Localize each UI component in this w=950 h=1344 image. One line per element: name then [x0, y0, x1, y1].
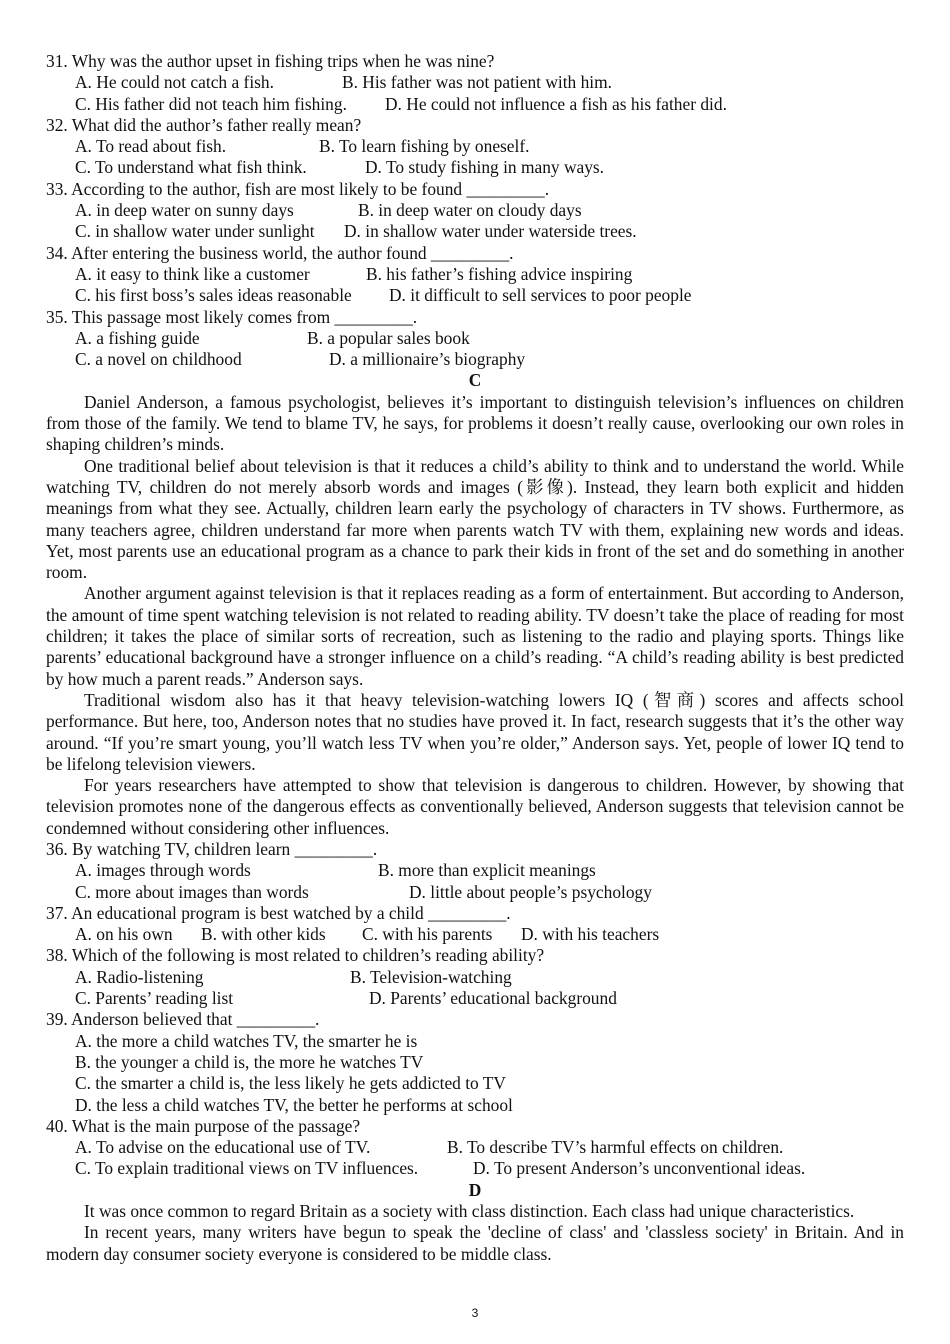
option-row: [46, 264, 904, 285]
option-row: [46, 221, 904, 242]
question-stem: 33. According to the author, fish are most likely to be found _________.: [46, 178, 550, 199]
option: B. the younger a child is, the more he watches TV: [75, 1051, 424, 1072]
option: A. on his own: [75, 924, 173, 945]
option-row: [46, 1031, 904, 1052]
question-stem: 39. Anderson believed that _________.: [46, 1009, 320, 1030]
passage-paragraph: In recent years, many writers have begun to speak the 'decline of class' and 'classless society' in Britain. And in modern day consumer society everyone is considered to be middle class.: [46, 1222, 904, 1264]
worksheet-page: [46, 51, 904, 1265]
option: A. in deep water on sunny days: [75, 200, 294, 221]
question-stem: 38. Which of the following is most related to children’s reading ability?: [46, 945, 545, 966]
option: D. little about people’s psychology: [409, 881, 652, 902]
page-number: 3: [471, 1306, 479, 1320]
option: C. the smarter a child is, the less likely he gets addicted to TV: [75, 1073, 506, 1094]
option: B. in deep water on cloudy days: [358, 200, 582, 221]
option: C. in shallow water under sunlight: [75, 221, 315, 242]
option-row: [46, 1158, 904, 1179]
option: C. with his parents: [362, 924, 493, 945]
option-row: [46, 988, 904, 1009]
option: D. in shallow water under waterside trees.: [344, 221, 637, 242]
option: D. He could not influence a fish as his father did.: [385, 93, 727, 114]
question-stem: 32. What did the author’s father really mean?: [46, 114, 362, 135]
option-row: [46, 72, 904, 93]
option: B. To describe TV’s harmful effects on children.: [447, 1137, 784, 1158]
option: B. more than explicit meanings: [378, 860, 596, 881]
option: D. To study fishing in many ways.: [365, 157, 605, 178]
option-row: [46, 94, 904, 115]
question-stem: 31. Why was the author upset in fishing trips when he was nine?: [46, 51, 495, 71]
section-heading: D: [468, 1179, 482, 1200]
passage-paragraph: It was once common to regard Britain as a society with class distinction. Each class had unique characteristics.: [84, 1201, 855, 1222]
question-stem: 35. This passage most likely comes from _________.: [46, 306, 418, 327]
option: D. Parents’ educational background: [369, 988, 617, 1009]
question-stem: 34. After entering the business world, the author found _________.: [46, 242, 514, 263]
option: A. Radio-listening: [75, 966, 204, 987]
option: C. To understand what fish think.: [75, 157, 307, 178]
option-row: [46, 285, 904, 306]
option-row: [46, 924, 904, 945]
option: A. it easy to think like a customer: [75, 263, 310, 284]
question-stem: 36. By watching TV, children learn _________.: [46, 838, 378, 859]
option-row: [46, 136, 904, 157]
option: C. To explain traditional views on TV influences.: [75, 1158, 419, 1179]
option: D. a millionaire’s biography: [329, 349, 526, 370]
option: D. it difficult to sell services to poor people: [389, 285, 692, 306]
option-row: [46, 200, 904, 221]
option: D. with his teachers: [521, 924, 660, 945]
passage-paragraph: Traditional wisdom also has it that heavy television-watching lowers IQ (智商) scores and affects school performance. But here, too, Anderson notes that no studies have proved it. In fact, research suggests that it’s the other way around. “If you’re smart young, you’ll watch less TV when you’re older,” Anderson says. Yet, people of lower IQ tend to be lifelong television viewers.: [46, 689, 904, 774]
option-row: [46, 1137, 904, 1158]
option-row: [46, 882, 904, 903]
option-row: [46, 157, 904, 178]
option: D. To present Anderson’s unconventional ideas.: [473, 1158, 806, 1179]
option-row: [46, 1073, 904, 1094]
option-row: [46, 860, 904, 881]
option: C. his first boss’s sales ideas reasonable: [75, 285, 352, 306]
option-row: [46, 328, 904, 349]
section-heading: C: [468, 370, 482, 391]
option: A. images through words: [75, 860, 251, 881]
question-stem: 40. What is the main purpose of the passage?: [46, 1115, 361, 1136]
option-row: [46, 967, 904, 988]
option: B. his father’s fishing advice inspiring: [366, 263, 633, 284]
option: B. with other kids: [201, 924, 326, 945]
option-row: [46, 349, 904, 370]
option: C. His father did not teach him fishing.: [75, 93, 347, 114]
option: A. a fishing guide: [75, 327, 200, 348]
option: B. a popular sales book: [307, 327, 470, 348]
option: C. Parents’ reading list: [75, 988, 234, 1009]
passage-paragraph: One traditional belief about television is that it reduces a child’s ability to think and to understand the world. While watching TV, children do not merely absorb words and images (影像). Instead, they learn both explicit and hidden meanings from what they see. Actually, children learn early the psychology of characters in TV shows. Furthermore, as many teachers agree, children understand far more when parents watch TV with them, explaining new words and ideas. Yet, most parents use an educational program as a chance to park their kids in front of the set and do something in another room.: [46, 455, 904, 583]
passage-paragraph: Another argument against television is that it replaces reading as a form of entertainment. But according to Anderson, the amount of time spent watching television is not related to reading ability. TV doesn’t take the place of reading for most children; it takes the place of similar sorts of recreation, such as listening to the radio and playing sports. Things like parents’ educational background have a stronger influence on a child’s reading. “A child’s reading ability is best predicted by how much a parent reads.” Anderson says.: [46, 583, 904, 689]
option: C. a novel on childhood: [75, 349, 242, 370]
passage-paragraph: Daniel Anderson, a famous psychologist, believes it’s important to distinguish television’s influences on children from those of the family. We tend to blame TV, he says, for problems it doesn’t really cause, overlooking our own roles in shaping children’s minds.: [46, 391, 904, 455]
option: A. He could not catch a fish.: [75, 72, 274, 93]
option: B. Television-watching: [350, 966, 512, 987]
option: C. more about images than words: [75, 881, 309, 902]
passage-paragraph: For years researchers have attempted to show that television is dangerous to children. However, by showing that television promotes none of the dangerous effects as conventionally believed, Anderson suggests that television cannot be condemned without considering other influences.: [46, 775, 904, 838]
option-row: [46, 1052, 904, 1073]
option: A. To advise on the educational use of TV.: [75, 1137, 371, 1158]
question-stem: 37. An educational program is best watched by a child _________.: [46, 902, 511, 923]
option-row: [46, 1095, 904, 1116]
option: B. His father was not patient with him.: [342, 72, 612, 93]
option: A. To read about fish.: [75, 136, 227, 157]
option: D. the less a child watches TV, the better he performs at school: [75, 1094, 513, 1115]
option: B. To learn fishing by oneself.: [319, 136, 530, 157]
option: A. the more a child watches TV, the smarter he is: [75, 1030, 418, 1051]
